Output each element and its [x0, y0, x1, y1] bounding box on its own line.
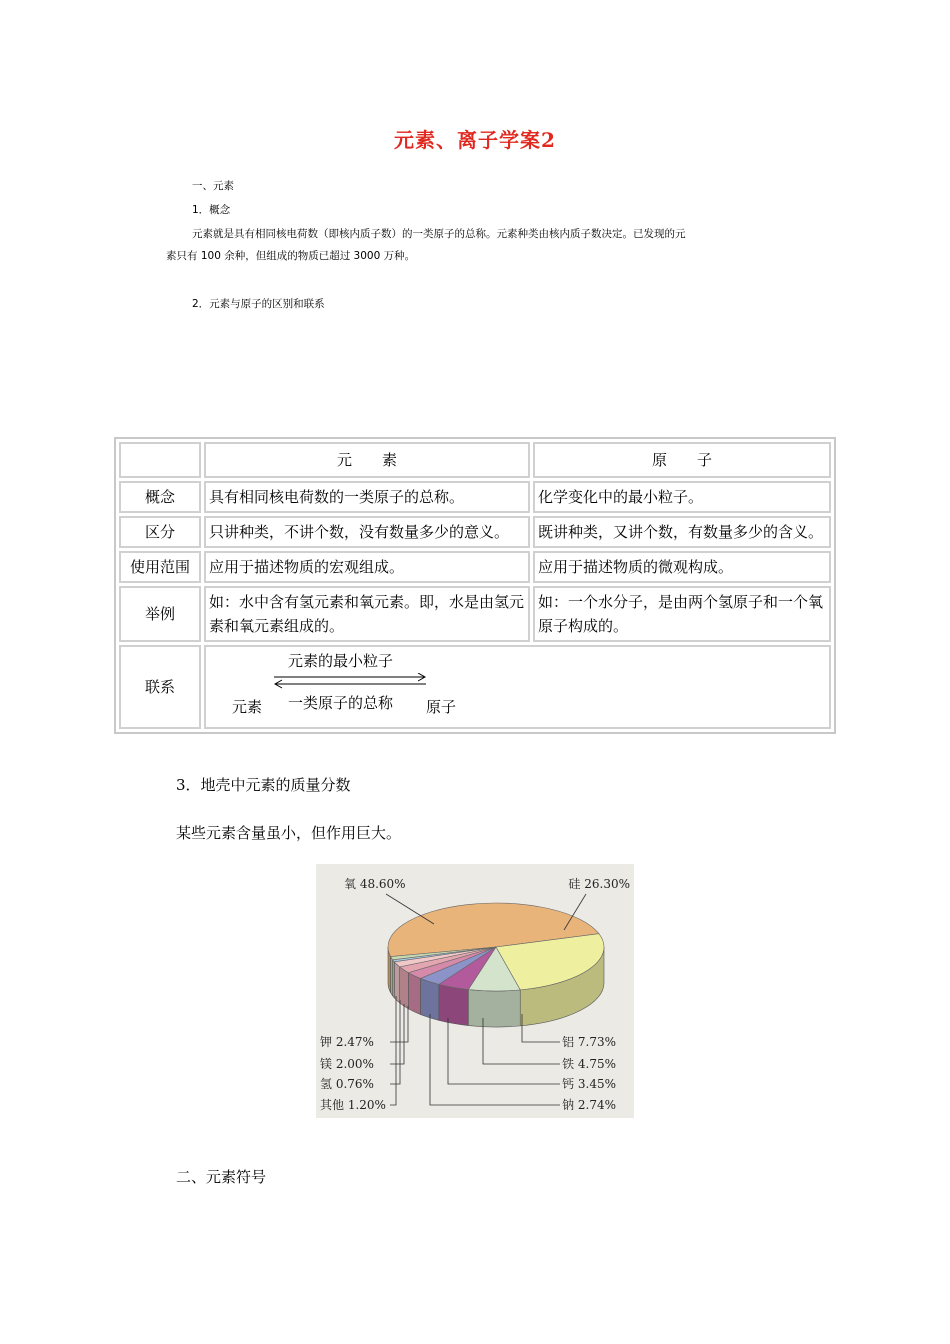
double-arrow-icon: [272, 673, 428, 689]
pie-leader-line-4: [448, 1018, 560, 1084]
pie-leader-line-6: [390, 1006, 408, 1042]
column-header-atom: 原 子: [533, 442, 831, 478]
pie-label-1: 硅 26.30%: [568, 877, 630, 891]
pie-label-3: 铁 4.75%: [562, 1057, 616, 1071]
table-row: [119, 551, 831, 583]
pie-chart-svg: [316, 864, 634, 1118]
section2-heading: 二、元素符号: [176, 1168, 267, 1186]
section3-heading: 3．地壳中元素的质量分数: [176, 776, 351, 794]
pie-label-8: 氢 0.76%: [320, 1077, 374, 1091]
pie-leader-line-9: [390, 996, 396, 1105]
relation-left-text: 元素: [232, 698, 263, 716]
pie-side-9: [391, 957, 393, 996]
element-cell: 如：水中含有氢元素和氧元素。即，水是由氢元素和氧元素组成的。: [204, 586, 530, 642]
row-label: 使用范围: [119, 551, 201, 583]
pie-label-9: 其他 1.20%: [320, 1098, 386, 1112]
relation-cell: [204, 645, 831, 729]
pie-label-4: 钙 3.45%: [562, 1077, 616, 1091]
concept-paragraph-line2: 素只有 100 余种，但组成的物质已超过 3000 万种。: [166, 250, 416, 262]
row-label: 区分: [119, 516, 201, 548]
comparison-table: [114, 437, 836, 734]
relation-right-text: 原子: [426, 698, 457, 716]
section3-note: 某些元素含量虽小，但作用巨大。: [176, 824, 402, 842]
column-header-element: 元 素: [204, 442, 530, 478]
atom-cell: 既讲种类，又讲个数，有数量多少的含义。: [533, 516, 831, 548]
element-cell: 应用于描述物质的宏观组成。: [204, 551, 530, 583]
pie-side-7: [394, 962, 399, 1003]
pie-side-3: [439, 984, 468, 1025]
table-header-row: [119, 442, 831, 478]
pie-label-2: 铝 7.73%: [562, 1035, 616, 1049]
relation-top-text: 元素的最小粒子: [288, 652, 394, 670]
pie-label-7: 镁 2.00%: [320, 1057, 374, 1071]
pie-label-0: 氧 48.60%: [344, 877, 406, 891]
page-title: 元素、离子学案2: [394, 128, 556, 152]
pie-side-6: [400, 967, 409, 1009]
element-cell: 只讲种类，不讲个数，没有数量多少的意义。: [204, 516, 530, 548]
subheading-difference: 2．元素与原子的区别和联系: [192, 298, 325, 310]
pie-leader-line-5: [430, 1014, 560, 1105]
atom-cell: 化学变化中的最小粒子。: [533, 481, 831, 513]
section-heading-element: 一、元素: [192, 180, 234, 192]
row-label: 举例: [119, 586, 201, 642]
atom-cell: 如：一个水分子，是由两个氢原子和一个氧原子构成的。: [533, 586, 831, 642]
row-label: 概念: [119, 481, 201, 513]
pie-leader-line-7: [390, 1004, 404, 1064]
concept-paragraph-line1: 元素就是具有相同核电荷数（即核内质子数）的一类原子的总称。元素种类由核内质子数决定。已发现的元: [192, 228, 686, 240]
subheading-concept: 1．概念: [192, 204, 231, 216]
pie-label-5: 钠 2.74%: [562, 1098, 616, 1112]
pie-leader-line-0: [386, 894, 434, 924]
element-cell: 具有相同核电荷数的一类原子的总称。: [204, 481, 530, 513]
atom-cell: 应用于描述物质的微观构成。: [533, 551, 831, 583]
crust-element-pie-chart: [316, 864, 634, 1118]
table-corner-cell: [119, 442, 201, 478]
pie-side-2: [468, 990, 520, 1027]
table-row: [119, 516, 831, 548]
pie-label-6: 钾 2.47%: [320, 1035, 374, 1049]
table-row: [119, 481, 831, 513]
row-label: 联系: [119, 645, 201, 729]
table-row: [119, 586, 831, 642]
table-row-relation: [119, 645, 831, 729]
relation-bottom-text: 一类原子的总称: [288, 694, 394, 712]
pie-side-5: [408, 973, 420, 1015]
